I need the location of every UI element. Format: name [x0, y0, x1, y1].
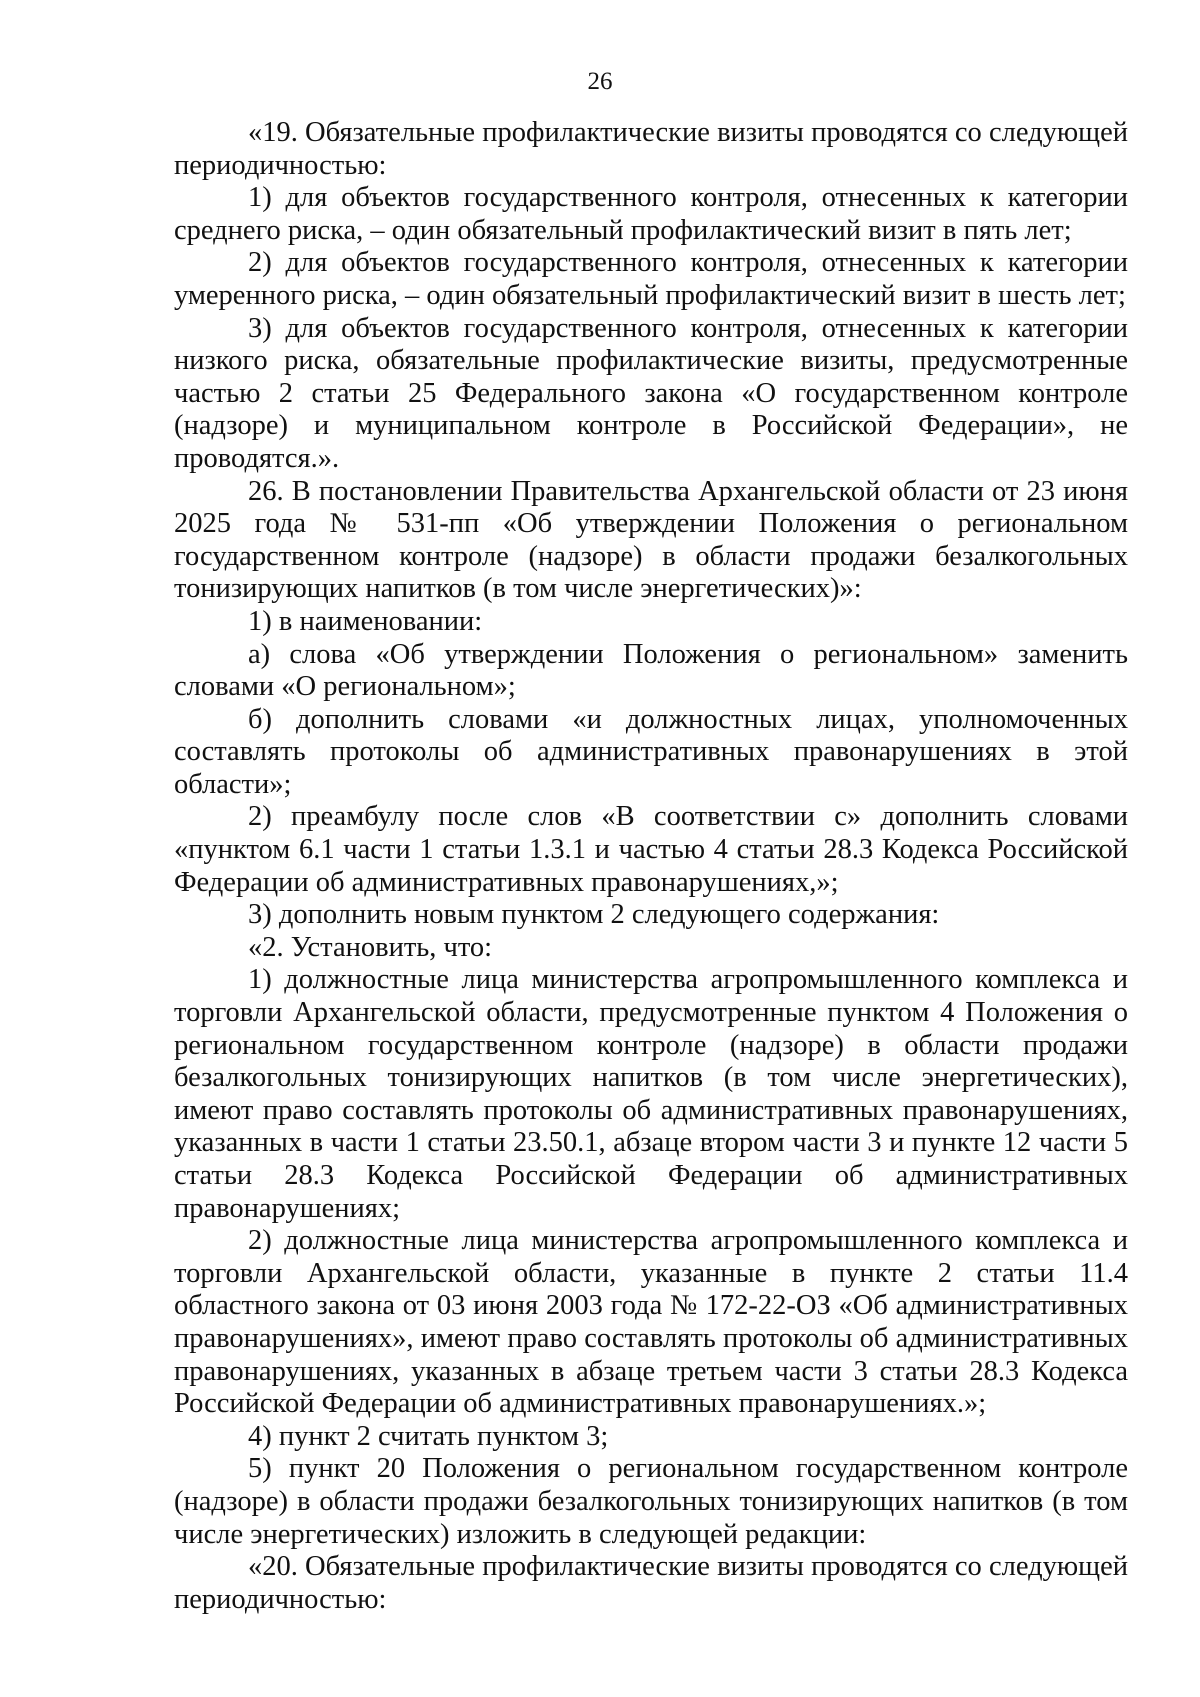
paragraph-new-item-2-sub-1: 1) должностные лица министерства агропромышленного комплекса и торговли Архангельской области, предусмотренные пунктом 4 Положения о региональном государственном контроле (надзоре) в области продажи безалкогольных тонизирующих напитков (в том числе энергетических), имеют право составлять протоколы об административных правонарушениях, указанных в части 1 статьи 23.50.1, абзаце втором части 3 и пункте 12 части 5 статьи 28.3 Кодекса Российской Федерации об административных правонарушениях; [174, 964, 1128, 1224]
paragraph-new-item-2-intro: «2. Установить, что: [248, 931, 493, 963]
paragraph-26-item-1: 1) в наименовании: [248, 605, 483, 637]
paragraph-26-item-1a: а) слова «Об утверждении Положения о региональном» заменить словами «О региональном»; [174, 638, 1128, 703]
paragraph-26-item-1b: б) дополнить словами «и должностных лицах, уполномоченных составлять протоколы об административных правонарушениях в этой области»; [174, 703, 1128, 800]
paragraph-19-item-2: 2) для объектов государственного контроля, отнесенных к категории умеренного риска, – один обязательный профилактический визит в шесть лет; [174, 247, 1128, 311]
paragraph-19-intro: «19. Обязательные профилактические визиты проводятся со следующей периодичностью: [174, 117, 1128, 181]
paragraph-19-item-1: 1) для объектов государственного контроля, отнесенных к категории среднего риска, – один обязательный профилактический визит в пять лет; [174, 182, 1128, 246]
paragraph-26-item-2: 2) преамбулу после слов «В соответствии с» дополнить словами «пунктом 6.1 части 1 статьи 1.3.1 и частью 4 статьи 28.3 Кодекса Российской Федерации об административных правонарушениях,»; [174, 801, 1128, 898]
paragraph-new-item-2-sub-2: 2) должностные лица министерства агропромышленного комплекса и торговли Архангельской области, указанные в пункте 2 статьи 11.4 областного закона от 03 июня 2003 года № 172-22-ОЗ «Об административных правонарушениях», имеют право составлять протоколы об административных правонарушениях, указанных в абзаце третьем части 3 статьи 28.3 Кодекса Российской Федерации об административных правонарушениях.»; [174, 1225, 1128, 1420]
paragraph-26-item-3: 3) дополнить новым пунктом 2 следующего содержания: [248, 899, 940, 931]
paragraph-20-intro: «20. Обязательные профилактические визиты проводятся со следующей периодичностью: [174, 1551, 1128, 1615]
paragraph-26-item-4: 4) пункт 2 считать пунктом 3; [248, 1420, 609, 1452]
paragraph-26-item-5: 5) пункт 20 Положения о региональном государственном контроле (надзоре) в области продажи безалкогольных тонизирующих напитков (в том числе энергетических) изложить в следующей редакции: [174, 1453, 1128, 1550]
paragraph-19-item-3: 3) для объектов государственного контроля, отнесенных к категории низкого риска, обязательные профилактические визиты, предусмотренные частью 2 статьи 25 Федерального закона «О государственном контроле (надзоре) и муниципальном контроле в Российской Федерации», не проводятся.». [174, 312, 1128, 474]
paragraph-26-intro: 26. В постановлении Правительства Архангельской области от 23 июня 2025 года № 531-пп «Об утверждении Положения о региональном государственном контроле (надзоре) в области продажи безалкогольных тонизирующих напитков (в том числе энергетических)»: [174, 475, 1128, 605]
page-number: 26 [587, 68, 613, 95]
document-body [174, 117, 1128, 1616]
